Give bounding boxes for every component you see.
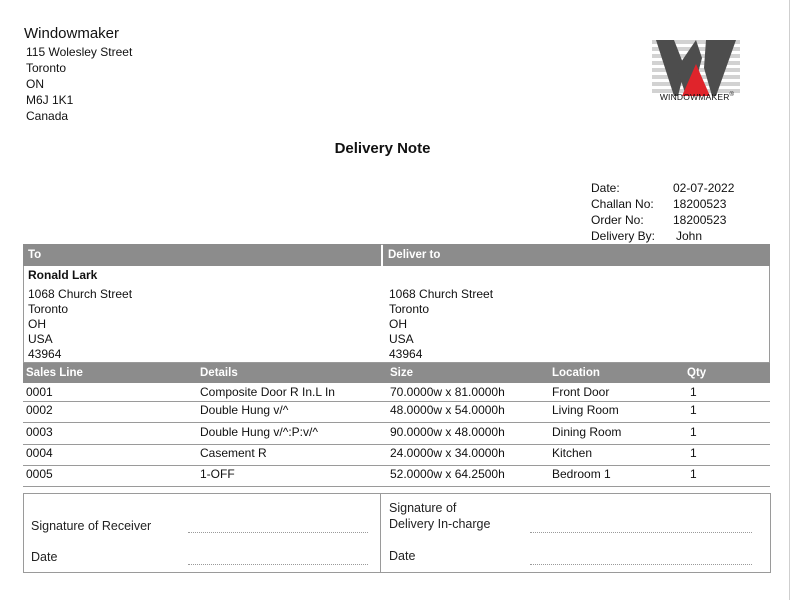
company-address-province: ON — [26, 77, 44, 91]
meta-order-value: 18200523 — [673, 213, 727, 227]
incharge-date-line[interactable] — [530, 564, 752, 565]
cell-location: Front Door — [552, 385, 610, 399]
col-details: Details — [200, 367, 238, 379]
receiver-date-label: Date — [31, 550, 58, 564]
deliver-address-city: Toronto — [389, 302, 430, 316]
table-row — [23, 445, 770, 466]
deliver-address-country: USA — [389, 332, 414, 346]
cell-details: Casement R — [200, 446, 267, 460]
table-row — [23, 466, 770, 487]
company-address-country: Canada — [26, 109, 69, 123]
cell-qty: 1 — [690, 403, 697, 417]
company-address-city: Toronto — [26, 61, 67, 75]
table-row — [23, 423, 770, 445]
meta-order-label: Order No: — [591, 213, 644, 227]
company-address-street: 115 Wolesley Street — [26, 45, 133, 59]
incharge-signature-label-2: Delivery In-charge — [389, 517, 491, 531]
cell-location: Bedroom 1 — [552, 467, 611, 481]
cell-sales-line: 0002 — [26, 403, 53, 417]
items-table-header — [23, 363, 770, 383]
deliver-address-zip: 43964 — [389, 347, 423, 361]
meta-challan-label: Challan No: — [591, 197, 654, 211]
cell-location: Living Room — [552, 403, 619, 417]
page-title: Delivery Note — [334, 140, 431, 157]
cell-details: 1-OFF — [200, 467, 235, 481]
cell-location: Kitchen — [552, 446, 593, 460]
col-sales-line: Sales Line — [26, 367, 83, 379]
cell-sales-line: 0005 — [26, 467, 53, 481]
cell-location: Dining Room — [552, 425, 622, 439]
to-address-city: Toronto — [28, 302, 69, 316]
cell-size: 48.0000w x 54.0000h — [390, 403, 505, 417]
col-qty: Qty — [687, 367, 707, 379]
table-row — [23, 402, 770, 423]
cell-size: 52.0000w x 64.2500h — [390, 467, 505, 481]
cell-details: Double Hung v/^ — [200, 403, 289, 417]
cell-size: 24.0000w x 34.0000h — [390, 446, 505, 460]
cell-sales-line: 0001 — [26, 385, 53, 399]
meta-delivery-by-label: Delivery By: — [591, 229, 656, 243]
to-address-zip: 43964 — [28, 347, 62, 361]
deliver-to-header: Deliver to — [383, 244, 770, 266]
cell-qty: 1 — [690, 425, 697, 439]
deliver-address-state: OH — [389, 317, 407, 331]
table-row — [23, 383, 770, 402]
to-address-country: USA — [28, 332, 53, 346]
to-name: Ronald Lark — [28, 268, 98, 282]
meta-date-value: 02-07-2022 — [673, 181, 735, 195]
cell-size: 70.0000w x 81.0000h — [390, 385, 505, 399]
col-location: Location — [552, 367, 600, 379]
incharge-signature-label-1: Signature of — [389, 501, 457, 515]
to-address-street: 1068 Church Street — [28, 287, 133, 301]
meta-challan-value: 18200523 — [673, 197, 727, 211]
signature-divider — [380, 493, 381, 573]
meta-delivery-by-value: John — [676, 229, 703, 243]
incharge-date-label: Date — [389, 549, 416, 563]
cell-details: Composite Door R In.L In — [200, 385, 335, 399]
logo-wordmark: WINDOWMAKER® — [659, 92, 735, 102]
deliver-address-street: 1068 Church Street — [389, 287, 494, 301]
cell-qty: 1 — [690, 446, 697, 460]
cell-size: 90.0000w x 48.0000h — [390, 425, 505, 439]
cell-qty: 1 — [690, 385, 697, 399]
col-size: Size — [390, 367, 414, 379]
cell-details: Double Hung v/^:P:v/^ — [200, 425, 318, 439]
cell-sales-line: 0003 — [26, 425, 53, 439]
to-address-state: OH — [28, 317, 46, 331]
cell-qty: 1 — [690, 467, 697, 481]
receiver-date-line[interactable] — [188, 564, 368, 565]
meta-date-label: Date: — [591, 181, 620, 195]
company-name: Windowmaker — [24, 25, 120, 42]
page-edge — [789, 0, 790, 600]
receiver-signature-label: Signature of Receiver — [31, 519, 152, 533]
receiver-signature-line[interactable] — [188, 532, 368, 533]
incharge-signature-line[interactable] — [530, 532, 752, 533]
cell-sales-line: 0004 — [26, 446, 53, 460]
to-header: To — [23, 244, 381, 266]
company-address-postal: M6J 1K1 — [26, 93, 74, 107]
